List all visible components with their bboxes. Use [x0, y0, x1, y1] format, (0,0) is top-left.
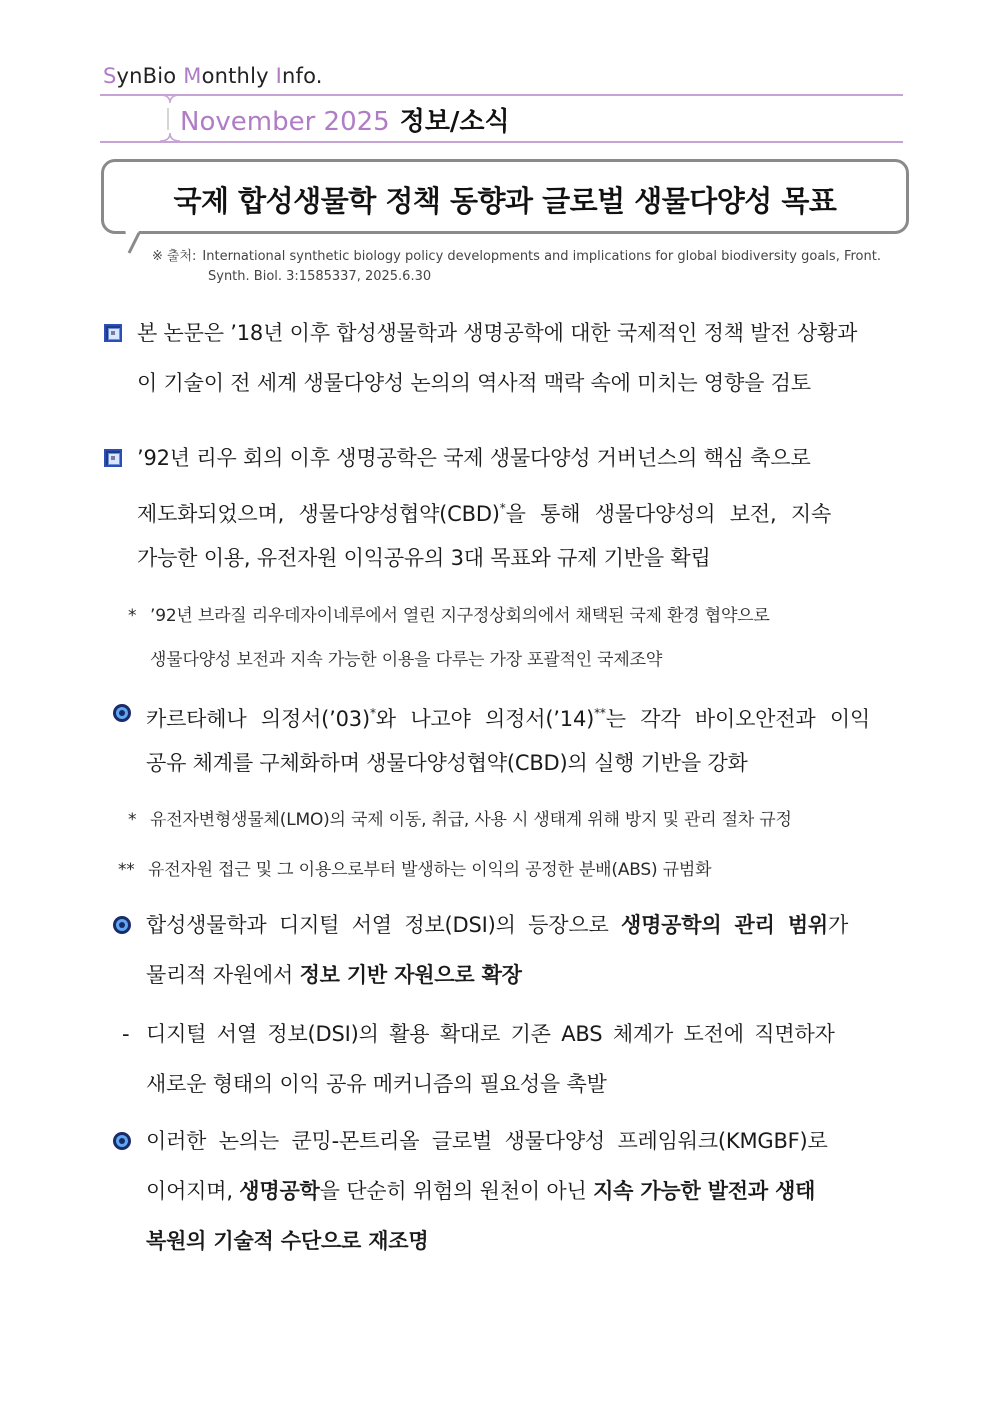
title-box [101, 159, 909, 234]
issue-heading [180, 101, 510, 138]
footnote-cartagena: * 유전자변형생물체(LMO)의 국제 이동, 취급, 사용 시 생태계 위해 방지 및 관리 절차 규정 [128, 810, 792, 830]
circle-bullet-icon [113, 916, 131, 934]
header-divider-top [100, 94, 903, 96]
source-citation: ※ 출처: International synthetic biology policy developments and implications for global biodiversity goals, Front. Synth. Biol. 3:1585337, 2025.6.30 [152, 249, 881, 284]
section-4: 합성생물학과 디지털 서열 정보(DSI)의 등장으로 생명공학의 관리 범위가 물리적 자원에서 정보 기반 자원으로 확장 [146, 913, 849, 987]
section-6: 이러한 논의는 쿤밍-몬트리올 글로벌 생물다양성 프레임워크(KMGBF)로 이어지며, 생명공학을 단순히 위험의 원천이 아닌 지속 가능한 발전과 생태 복원의 기술적 수단으로 재조명 [146, 1129, 828, 1253]
article-title: 국제 합성생물학 정책 동향과 글로벌 생물다양성 목표 [173, 184, 837, 218]
circle-bullet-icon [113, 1132, 131, 1150]
header-divider-bottom [100, 141, 903, 143]
section-1: 본 논문은 ’18년 이후 합성생물학과 생명공학에 대한 국제적인 정책 발전 상황과 이 기술이 전 세계 생물다양성 논의의 역사적 맥락 속에 미치는 영향을 검토 [137, 321, 858, 395]
dash-bullet: - [122, 1022, 130, 1046]
section-5: - 디지털 서열 정보(DSI)의 활용 확대로 기존 ABS 체계가 도전에 직면하자 새로운 형태의 이익 공유 메커니즘의 필요성을 촉발 [122, 1009, 922, 1109]
footnote-cbd: * ’92년 브라질 리우데자이네루에서 열린 지구정상회의에서 채택된 국제 환경 협약으로 생물다양성 보전과 지속 가능한 이용을 다루는 가장 포괄적인 국제조약 [128, 606, 770, 670]
section-2: ’92년 리우 회의 이후 생명공학은 국제 생물다양성 거버넌스의 핵심 축으로 제도화되었으며, 생물다양성협약(CBD)*을 통해 생물다양성의 보전, 지속 가능한 이용, 유전자원 이익공유의 3대 목표와 규제 기반을 확립 [137, 446, 832, 570]
issue-month: November 2025 [180, 107, 390, 137]
header-tick [167, 108, 169, 130]
square-bullet-icon [104, 324, 122, 342]
section-3: 카르타헤나 의정서(’03)*와 나고야 의정서(’14)**는 각각 바이오안전과 이익 공유 체계를 구체화하며 생물다양성협약(CBD)의 실행 기반을 강화 [146, 706, 871, 775]
issue-category: 정보/소식 [399, 107, 510, 137]
newsletter-brand: SynBio Monthly Info. [103, 64, 323, 88]
header-notch-top [160, 94, 180, 104]
circle-bullet-icon [113, 704, 131, 722]
square-bullet-icon [104, 449, 122, 467]
footnote-marker: * [499, 501, 506, 515]
footnote-nagoya: ** 유전자원 접근 및 그 이용으로부터 발생하는 이익의 공정한 분배(ABS) 규범화 [118, 860, 712, 880]
